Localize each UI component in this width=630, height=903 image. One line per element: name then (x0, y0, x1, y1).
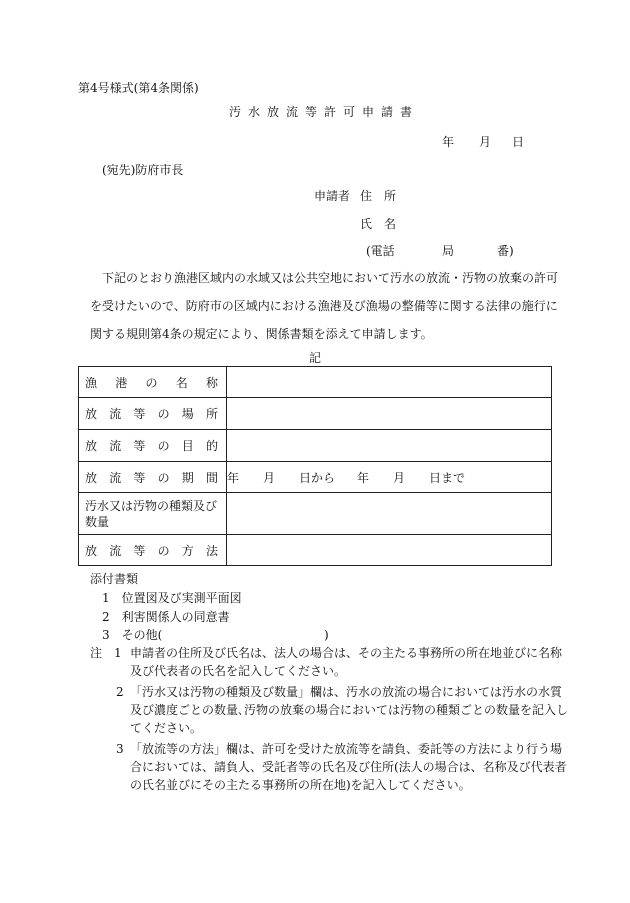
attachment-item-3: 3 その他( (102, 628, 163, 642)
discharge-method-cell[interactable] (227, 535, 552, 566)
address-label: 住 所 (360, 189, 397, 203)
attachment-item-2: 2 利害関係人の同意書 (102, 610, 230, 624)
note-2: 「汚水又は汚物の種類及び数量」欄は、汚水の放流の場合においては汚水の水質 及び濃度ごとの数量､汚物の放棄の場合においては汚物の種類ごとの数量を記入し てください。 (130, 685, 569, 735)
phone-exchange: 局 (442, 244, 455, 258)
period-year-2: 年 (357, 470, 370, 485)
row-label-text: 放 流 等 の 方 法 (85, 543, 218, 558)
phone-number: 番) (497, 244, 514, 258)
attachment-item-1: 1 位置図及び実測平面図 (102, 591, 242, 605)
row-label-text: 放 流 等 の 目 的 (85, 439, 218, 453)
note-3-num: 3 (116, 742, 124, 756)
row-label: 汚水又は汚物の種類及び数量 (79, 493, 227, 535)
form-table (78, 366, 552, 566)
date-month: 月 (479, 135, 492, 149)
phone-open: (電話 (366, 244, 395, 258)
date-day: 日 (512, 135, 525, 149)
period-month-1: 月 (263, 470, 276, 485)
note-3: 「放流等の方法」欄は、許可を受けた放流等を請負、委託等の方法により行う場 合においては、請負人、受託者等の氏名及び住所(法人の場合は、名称及び代表者 の氏名並びにその主たる事務所の所在地)を記入してください。 (130, 742, 567, 792)
period-year-1: 年 (227, 470, 240, 485)
table-row (79, 493, 552, 535)
table-row (79, 430, 552, 462)
waste-type-quantity-cell[interactable] (227, 493, 552, 535)
date-year: 年 (442, 135, 455, 149)
table-row (79, 398, 552, 430)
note-1: 申請者の住所及び氏名は、法人の場合は、その主たる事務所の所在地並びに名称 及び代表者の氏名を記入してください。 (130, 646, 563, 678)
table-row (79, 367, 552, 398)
row-label-text: 放 流 等 の 期 間 (85, 470, 218, 485)
attachments-heading: 添付書類 (90, 572, 139, 586)
form-number: 第4号様式(第4条関係) (78, 81, 199, 95)
row-label (79, 430, 227, 462)
name-label: 氏 名 (360, 217, 397, 231)
row-label (79, 462, 227, 493)
body-line-3: 関する規則第4条の規定により、関係書類を添えて申請します。 (90, 327, 433, 341)
row-label-text: 漁 港 の 名 称 (85, 375, 218, 390)
body-line-1: 下記のとおり漁港区域内の水域又は公共空地において汚水の放流・汚物の放棄の許可 (102, 271, 559, 285)
table-row (79, 462, 552, 493)
row-label (79, 398, 227, 430)
body-line-2: を受けたいので、防府市の区域内における漁港及び漁場の整備等に関する法律の施行に (90, 299, 558, 313)
form-title: 汚水放流等許可申請書 (229, 105, 420, 119)
harbor-name-cell[interactable] (227, 367, 552, 398)
applicant-label: 申請者 (314, 189, 351, 203)
ki-label: 記 (309, 351, 322, 365)
table-row (79, 535, 552, 566)
period-day-2: 日まで (429, 470, 466, 485)
period-month-2: 月 (393, 470, 406, 485)
addressee: (宛先)防府市長 (102, 163, 184, 177)
discharge-place-cell[interactable] (227, 398, 552, 430)
discharge-purpose-cell[interactable] (227, 430, 552, 462)
discharge-period-cell[interactable] (227, 462, 552, 493)
notes-label: 注 (90, 646, 103, 660)
row-label-text: 放 流 等 の 場 所 (85, 407, 218, 421)
note-1-num: 1 (114, 646, 122, 660)
period-day-1: 日から (299, 470, 336, 485)
row-label (79, 367, 227, 398)
row-label (79, 535, 227, 566)
note-2-num: 2 (116, 685, 124, 699)
attachment-item-3-close: ) (324, 628, 329, 642)
